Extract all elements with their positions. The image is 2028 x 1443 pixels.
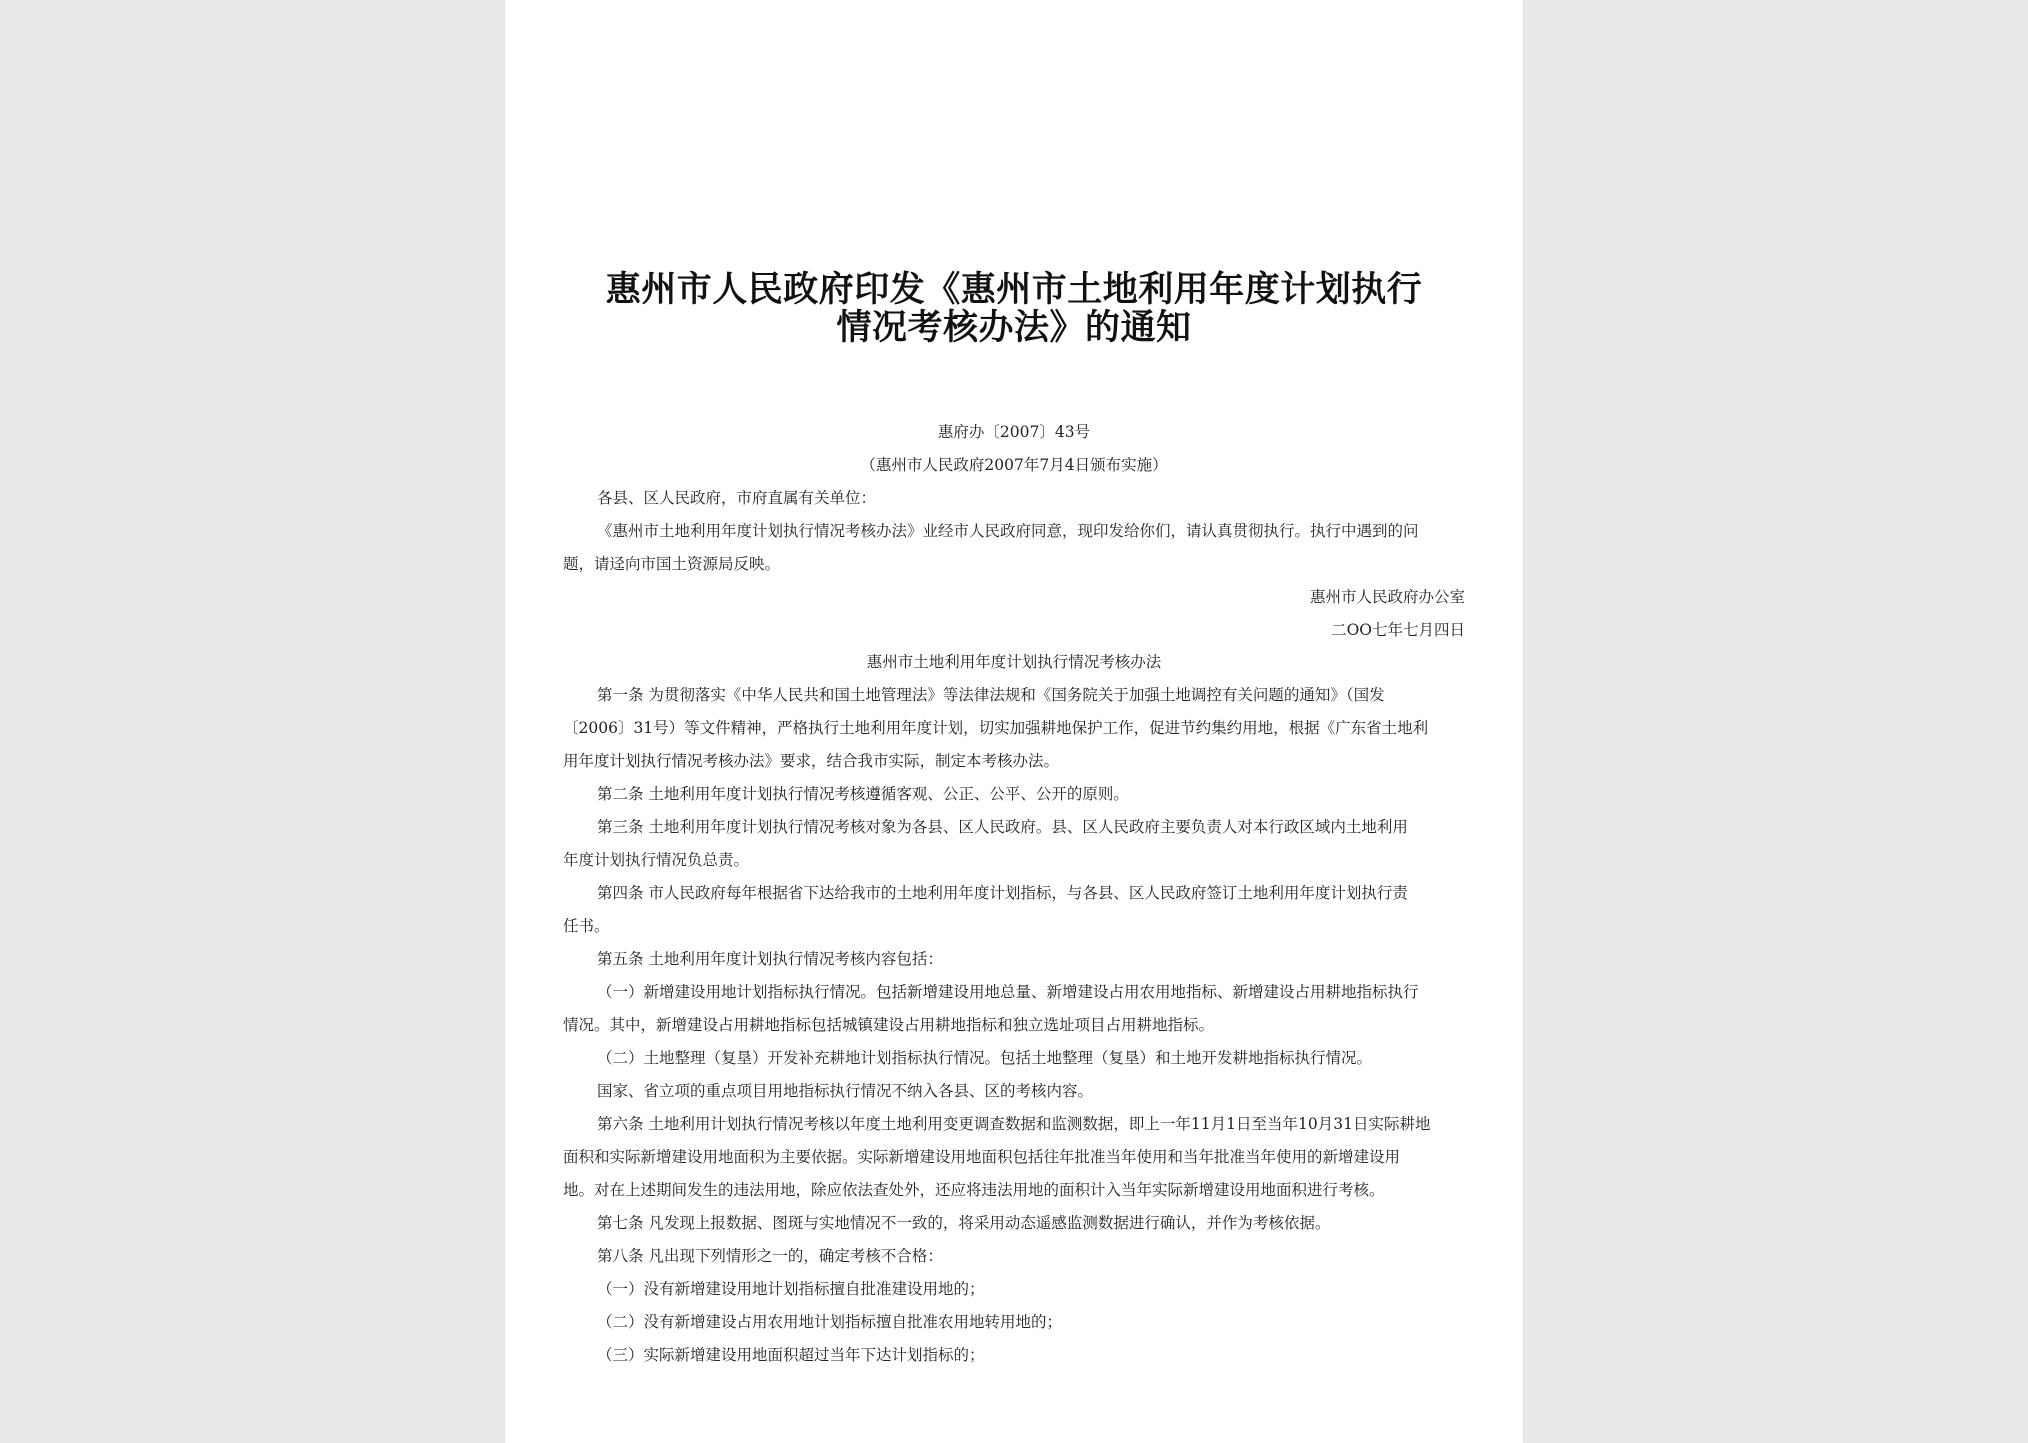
text-line: 用年度计划执行情况考核办法》要求，结合我市实际，制定本考核办法。	[563, 752, 1060, 770]
text-line: 年度计划执行情况负总责。	[563, 851, 750, 869]
document-title-line1: 惠州市人民政府印发《惠州市土地利用年度计划执行	[605, 270, 1423, 310]
text-line: 〔2006〕31号）等文件精神，严格执行土地利用年度计划，切实加强耕地保护工作，促进节约集约用地，根据《广东省土地利	[563, 719, 1429, 737]
text-line: （一）新增建设用地计划指标执行情况。包括新增建设用地总量、新增建设占用农用地指标、新增建设占用耕地指标执行	[597, 983, 1419, 1001]
text-line: 第五条 土地利用年度计划执行情况考核内容包括：	[597, 950, 943, 968]
text-line: 情况。其中，新增建设占用耕地指标包括城镇建设占用耕地指标和独立选址项目占用耕地指标。	[563, 1016, 1215, 1034]
document-title-line2: 情况考核办法》的通知	[836, 308, 1192, 348]
text-line: 任书。	[563, 917, 610, 935]
text-line: 第八条 凡出现下列情形之一的，确定考核不合格：	[597, 1247, 943, 1265]
signature: 惠州市人民政府办公室	[1309, 588, 1465, 606]
text-line: （一）没有新增建设用地计划指标擅自批准建设用地的；	[597, 1280, 985, 1298]
text-line: 国家、省立项的重点项目用地指标执行情况不纳入各县、区的考核内容。	[597, 1082, 1094, 1100]
text-line: 地。对在上述期间发生的违法用地，除应依法查处外，还应将违法用地的面积计入当年实际新增建设用地面积进行考核。	[563, 1181, 1385, 1199]
notice-paragraph-line2: 题，请迳向市国土资源局反映。	[563, 555, 781, 573]
text-line: 面积和实际新增建设用地面积为主要依据。实际新增建设用地面积包括往年批准当年使用和当年批准当年使用的新增建设用	[563, 1148, 1401, 1166]
document-page	[505, 0, 1523, 1443]
text-line: 第二条 土地利用年度计划执行情况考核遵循客观、公正、公平、公开的原则。	[597, 785, 1129, 803]
document-number: 惠府办〔2007〕43号	[937, 423, 1091, 441]
issued-note: （惠州市人民政府2007年7月4日颁布实施）	[860, 456, 1168, 474]
text-line: 第一条 为贯彻落实《中华人民共和国土地管理法》等法律法规和《国务院关于加强土地调控有关问题的通知》（国发	[597, 686, 1385, 704]
date: 二OO七年七月四日	[1331, 621, 1465, 639]
measures-title: 惠州市土地利用年度计划执行情况考核办法	[866, 653, 1162, 671]
text-line: （二）土地整理（复垦）开发补充耕地计划指标执行情况。包括土地整理（复垦）和土地开发耕地指标执行情况。	[597, 1049, 1373, 1067]
text-line: 第三条 土地利用年度计划执行情况考核对象为各县、区人民政府。县、区人民政府主要负责人对本行政区域内土地利用	[597, 818, 1408, 836]
text-line: 第六条 土地利用计划执行情况考核以年度土地利用变更调查数据和监测数据，即上一年11月1日至当年10月31日实际耕地	[597, 1115, 1431, 1133]
notice-paragraph-line1: 《惠州市土地利用年度计划执行情况考核办法》业经市人民政府同意，现印发给你们，请认真贯彻执行。执行中遇到的问	[597, 522, 1419, 540]
text-line: 第七条 凡发现上报数据、图斑与实地情况不一致的，将采用动态遥感监测数据进行确认，并作为考核依据。	[597, 1214, 1331, 1232]
text-line: （二）没有新增建设占用农用地计划指标擅自批准农用地转用地的；	[597, 1313, 1063, 1331]
text-line: （三）实际新增建设用地面积超过当年下达计划指标的；	[597, 1346, 985, 1364]
salutation: 各县、区人民政府，市府直属有关单位：	[597, 489, 877, 507]
text-line: 第四条 市人民政府每年根据省下达给我市的土地利用年度计划指标，与各县、区人民政府签订土地利用年度计划执行责	[597, 884, 1408, 902]
